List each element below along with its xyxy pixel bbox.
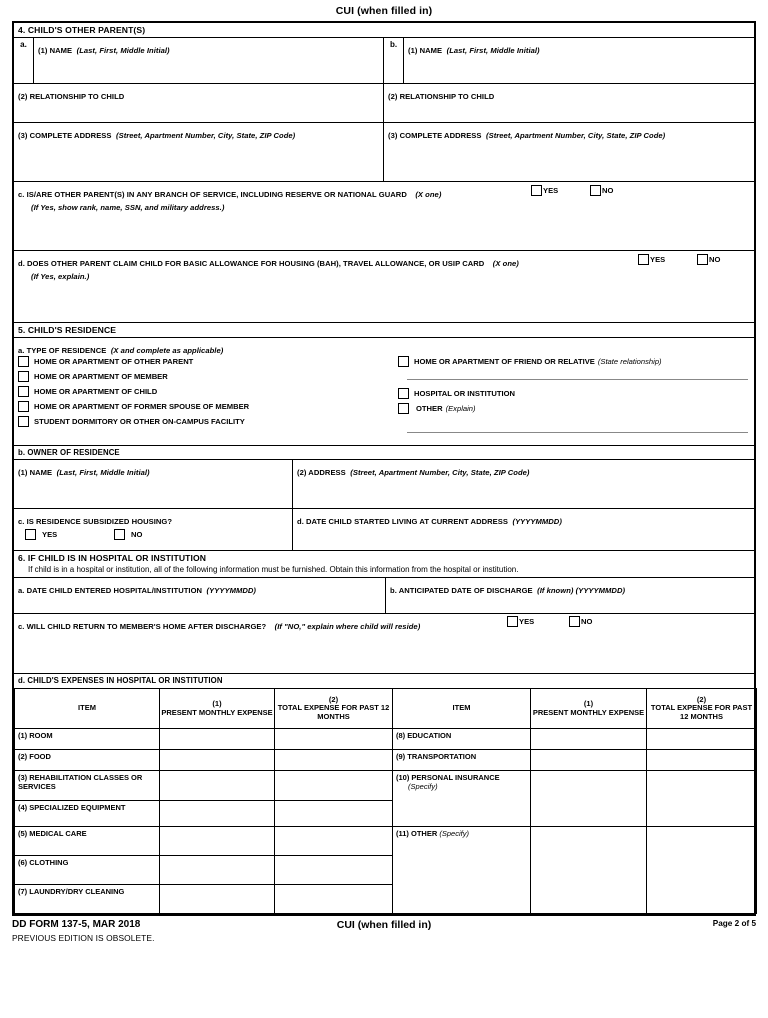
- section-5a-hint: (X and complete as applicable): [110, 346, 224, 355]
- residence-dormitory-checkbox[interactable]: [18, 416, 29, 427]
- parent-b-address-hint: (Street, Apartment Number, City, State, ZIP Code): [486, 131, 666, 140]
- parent-a-name-cell: [14, 38, 384, 83]
- date-entered-hospital-label: a. DATE CHILD ENTERED HOSPITAL/INSTITUTION: [18, 586, 203, 595]
- expense-monthly-input[interactable]: [531, 729, 647, 750]
- residence-child-label: HOME OR APARTMENT OF CHILD: [34, 387, 158, 396]
- form-body: [12, 21, 756, 916]
- expense-item-label: (7) LAUNDRY/DRY CLEANING: [15, 885, 160, 914]
- header-total-left: [275, 689, 393, 729]
- section-6c-hint: (If "NO," explain where child will reside): [274, 622, 421, 631]
- parent-b-name-label: (1) NAME: [408, 46, 443, 55]
- residence-options-right: [398, 356, 748, 433]
- table-row: [15, 827, 757, 856]
- residence-option-friend-relative[interactable]: [398, 356, 748, 367]
- expense-monthly-input[interactable]: [160, 856, 275, 885]
- anticipated-discharge-hint: (If known) (YYYYMMDD): [537, 586, 626, 595]
- expense-total-input[interactable]: [275, 801, 393, 827]
- expense-total-input[interactable]: [647, 729, 757, 750]
- parent-b-name-cell: [384, 38, 754, 83]
- parent-b-address-field[interactable]: [384, 123, 754, 181]
- owner-name-label: (1) NAME: [18, 468, 53, 477]
- section-6c-no-checkbox[interactable]: [569, 616, 580, 627]
- residence-other-parent-checkbox[interactable]: [18, 356, 29, 367]
- parent-b-relationship-label: (2) RELATIONSHIP TO CHILD: [388, 92, 495, 101]
- expense-item-label-text: (10) PERSONAL INSURANCE: [396, 773, 500, 782]
- residence-option-dormitory[interactable]: [18, 416, 388, 427]
- section-4d-yes-option[interactable]: [638, 254, 665, 265]
- expense-total-input[interactable]: [647, 827, 757, 914]
- section-4-relationship-row: [14, 84, 754, 123]
- expense-total-input[interactable]: [275, 885, 393, 914]
- expense-monthly-input[interactable]: [531, 750, 647, 771]
- expense-monthly-input[interactable]: [160, 827, 275, 856]
- date-entered-hospital-hint: (YYYYMMDD): [206, 586, 256, 595]
- section-4d-no-option[interactable]: [697, 254, 720, 265]
- parent-a-name-label: (1) NAME: [38, 46, 73, 55]
- section-4c-xone: (X one): [415, 190, 442, 199]
- residence-friend-relative-hint: (State relationship): [597, 357, 662, 366]
- header-item-right: ITEM: [393, 689, 531, 729]
- table-row: [15, 729, 757, 750]
- header-monthly-left-text: PRESENT MONTHLY EXPENSE: [161, 707, 273, 717]
- residence-other-label: OTHER: [416, 404, 443, 413]
- section-4-address-row: [14, 123, 754, 182]
- expense-monthly-input[interactable]: [531, 827, 647, 914]
- subsidized-no-checkbox[interactable]: [114, 529, 125, 540]
- expense-total-input[interactable]: [647, 771, 757, 827]
- expense-item-label: (3) REHABILITATION CLASSES OR SERVICES: [15, 771, 160, 801]
- section-4c-yes-label: YES: [543, 186, 559, 195]
- header-item-left: ITEM: [15, 689, 160, 729]
- expense-item-label-text: (11) OTHER: [396, 829, 438, 838]
- section-6c-yes-option[interactable]: [507, 616, 534, 627]
- subsidized-no-option[interactable]: [114, 529, 142, 540]
- residence-hospital-checkbox[interactable]: [398, 388, 409, 399]
- expense-item-label: (5) MEDICAL CARE: [15, 827, 160, 856]
- expense-total-input[interactable]: [275, 750, 393, 771]
- header-monthly-left: [160, 689, 275, 729]
- parent-a-address-label: (3) COMPLETE ADDRESS: [18, 131, 112, 140]
- section-4d-yes-label: YES: [650, 255, 666, 264]
- expense-monthly-input[interactable]: [160, 729, 275, 750]
- residence-option-other-parent[interactable]: [18, 356, 388, 367]
- section-4d-no-label: NO: [709, 255, 721, 264]
- section-4d-label: d. DOES OTHER PARENT CLAIM CHILD FOR BASIC ALLOWANCE FOR HOUSING (BAH), TRAVEL ALLOWANCE, OR USIP CARD: [18, 259, 485, 268]
- residence-other-hint: (Explain): [445, 404, 476, 413]
- expense-monthly-input[interactable]: [160, 750, 275, 771]
- expense-monthly-input[interactable]: [160, 771, 275, 801]
- header-total-right-text: TOTAL EXPENSE FOR PAST 12 MONTHS: [650, 703, 753, 721]
- form-footer: [12, 916, 756, 943]
- section-4d-block: [14, 251, 754, 323]
- section-5a-label: a. TYPE OF RESIDENCE: [18, 346, 107, 355]
- residence-write-in-line-2: [407, 432, 748, 433]
- subsidized-yes-checkbox[interactable]: [25, 529, 36, 540]
- owner-name-hint: (Last, First, Middle Initial): [56, 468, 150, 477]
- section-6c-no-label: NO: [581, 617, 593, 626]
- expense-item-label: [393, 771, 531, 827]
- expense-item-label: (6) CLOTHING: [15, 856, 160, 885]
- section-4c-yes-checkbox[interactable]: [531, 185, 542, 196]
- residence-options-left: [18, 356, 388, 427]
- section-5b-title: b. OWNER OF RESIDENCE: [14, 446, 754, 460]
- expense-item-label-hint: (Specify): [439, 829, 469, 838]
- residence-other-parent-label: HOME OR APARTMENT OF OTHER PARENT: [34, 357, 194, 366]
- date-started-living-label: d. DATE CHILD STARTED LIVING AT CURRENT ADDRESS: [297, 517, 509, 526]
- header-total-right-num: (2): [696, 694, 707, 704]
- parent-a-name-field[interactable]: [34, 38, 383, 83]
- section-6ab-row: [14, 578, 754, 614]
- expense-item-label-hint: (Specify): [408, 782, 438, 791]
- expense-item-label: (8) EDUCATION: [393, 729, 531, 750]
- expense-item-label: (9) TRANSPORTATION: [393, 750, 531, 771]
- expenses-table: [14, 688, 757, 914]
- section-6-title: 6. IF CHILD IS IN HOSPITAL OR INSTITUTION: [18, 553, 207, 563]
- parent-a-name-hint: (Last, First, Middle Initial): [76, 46, 170, 55]
- parent-a-address-hint: (Street, Apartment Number, City, State, ZIP Code): [116, 131, 296, 140]
- parent-b-name-field[interactable]: [404, 38, 754, 83]
- residence-friend-relative-label: HOME OR APARTMENT OF FRIEND OR RELATIVE: [414, 357, 595, 366]
- section-4c-no-option[interactable]: [590, 185, 613, 196]
- expense-monthly-input[interactable]: [160, 801, 275, 827]
- residence-former-spouse-checkbox[interactable]: [18, 401, 29, 412]
- date-started-living-hint: (YYYYMMDD): [512, 517, 562, 526]
- section-5cd-row: [14, 509, 754, 551]
- residence-member-checkbox[interactable]: [18, 371, 29, 382]
- residence-option-former-spouse[interactable]: [18, 401, 388, 412]
- residence-hospital-label: HOSPITAL OR INSTITUTION: [414, 389, 515, 398]
- section-4d-xone: (X one): [492, 259, 519, 268]
- section-4c-question: [14, 182, 754, 214]
- subsidized-housing-cell: [14, 509, 293, 550]
- subsidized-no-label: NO: [131, 530, 143, 539]
- expense-monthly-input[interactable]: [531, 771, 647, 827]
- expense-item-label: (2) FOOD: [15, 750, 160, 771]
- form-id-label: DD FORM 137-5, MAR 2018: [12, 919, 141, 930]
- owner-residence-row: [14, 460, 754, 509]
- parent-b-name-hint: (Last, First, Middle Initial): [446, 46, 540, 55]
- section-5-title: 5. CHILD'S RESIDENCE: [14, 323, 754, 338]
- expense-total-input[interactable]: [275, 827, 393, 856]
- residence-former-spouse-label: HOME OR APARTMENT OF FORMER SPOUSE OF MEMBER: [34, 402, 250, 411]
- parent-b-relationship-field[interactable]: [384, 84, 754, 122]
- residence-friend-relative-checkbox[interactable]: [398, 356, 409, 367]
- subsidized-housing-label: c. IS RESIDENCE SUBSIDIZED HOUSING?: [18, 517, 173, 526]
- section-6c-question: [14, 614, 754, 636]
- subsidized-yes-label: YES: [42, 530, 58, 539]
- header-total-left-num: (2): [328, 694, 339, 704]
- cui-header-banner: CUI (when filled in): [335, 5, 433, 17]
- residence-option-member[interactable]: [18, 371, 388, 382]
- parent-a-relationship-label: (2) RELATIONSHIP TO CHILD: [18, 92, 125, 101]
- owner-address-hint: (Street, Apartment Number, City, State, ZIP Code): [350, 468, 530, 477]
- expense-total-input[interactable]: [647, 750, 757, 771]
- section-6c-yes-checkbox[interactable]: [507, 616, 518, 627]
- parent-b-address-label: (3) COMPLETE ADDRESS: [388, 131, 482, 140]
- residence-member-label: HOME OR APARTMENT OF MEMBER: [34, 372, 168, 381]
- header-total-left-text: TOTAL EXPENSE FOR PAST 12 MONTHS: [277, 703, 390, 721]
- anticipated-discharge-field[interactable]: [386, 578, 754, 613]
- residence-child-checkbox[interactable]: [18, 386, 29, 397]
- expense-item-label: [393, 827, 531, 914]
- expense-item-label: (1) ROOM: [15, 729, 160, 750]
- section-4c-yes-option[interactable]: [531, 185, 558, 196]
- section-4c-sub: (If Yes, show rank, name, SSN, and military address.): [31, 203, 225, 212]
- section-6c-yes-label: YES: [519, 617, 535, 626]
- owner-name-field[interactable]: [14, 460, 293, 508]
- subsidized-yes-option[interactable]: [25, 529, 57, 540]
- section-4d-sub: (If Yes, explain.): [31, 272, 90, 281]
- section-6d-title: d. CHILD'S EXPENSES IN HOSPITAL OR INSTITUTION: [18, 676, 223, 685]
- page-number: Page 2 of 5: [712, 919, 756, 928]
- residence-option-hospital[interactable]: [398, 388, 748, 399]
- section-6c-label: c. WILL CHILD RETURN TO MEMBER'S HOME AFTER DISCHARGE?: [18, 622, 267, 631]
- parent-a-relationship-field[interactable]: [14, 84, 384, 122]
- residence-write-in-line-1: [407, 379, 748, 380]
- parent-a-address-field[interactable]: [14, 123, 384, 181]
- owner-address-field[interactable]: [293, 460, 754, 508]
- residence-other-checkbox[interactable]: [398, 403, 409, 414]
- expense-item-label: (4) SPECIALIZED EQUIPMENT: [15, 801, 160, 827]
- section-4c-label: c. IS/ARE OTHER PARENT(S) IN ANY BRANCH OF SERVICE, INCLUDING RESERVE OR NATIONAL GUARD: [18, 190, 407, 199]
- residence-dormitory-label: STUDENT DORMITORY OR OTHER ON-CAMPUS FACILITY: [34, 417, 245, 426]
- date-entered-hospital-field[interactable]: [14, 578, 386, 613]
- expenses-table-header-row: [15, 689, 757, 729]
- header-monthly-right-text: PRESENT MONTHLY EXPENSE: [532, 707, 645, 717]
- section-4-title: 4. CHILD'S OTHER PARENT(S): [14, 23, 754, 38]
- section-4-name-row: [14, 38, 754, 84]
- section-4c-no-label: NO: [602, 186, 614, 195]
- cui-footer-banner: CUI (when filled in): [336, 919, 432, 931]
- header-monthly-left-num: (1): [212, 698, 222, 708]
- parent-b-letter: b.: [384, 38, 404, 83]
- previous-edition-note: PREVIOUS EDITION IS OBSOLETE.: [12, 933, 155, 943]
- section-4d-yes-checkbox[interactable]: [638, 254, 649, 265]
- header-total-right: [647, 689, 757, 729]
- parent-a-letter: a.: [14, 38, 34, 83]
- section-6c-block: [14, 614, 754, 674]
- table-row: [15, 750, 757, 771]
- residence-option-child[interactable]: [18, 386, 388, 397]
- table-row: [15, 771, 757, 801]
- residence-option-other[interactable]: [398, 403, 748, 414]
- expense-monthly-input[interactable]: [160, 885, 275, 914]
- section-6c-no-option[interactable]: [569, 616, 592, 627]
- expense-total-input[interactable]: [275, 856, 393, 885]
- section-6-intro: If child is in a hospital or institution, all of the following information must be furnished. Obtain this information from the hospital or institution.: [14, 565, 754, 578]
- owner-address-label: (2) ADDRESS: [297, 468, 346, 477]
- expense-total-input[interactable]: [275, 729, 393, 750]
- expense-total-input[interactable]: [275, 771, 393, 801]
- section-4c-block: [14, 182, 754, 251]
- date-started-living-field[interactable]: [293, 509, 754, 550]
- section-5a-block: [14, 338, 754, 446]
- header-monthly-right-num: (1): [583, 698, 594, 708]
- section-4d-no-checkbox[interactable]: [697, 254, 708, 265]
- section-4c-no-checkbox[interactable]: [590, 185, 601, 196]
- header-monthly-right: [531, 689, 647, 729]
- anticipated-discharge-label: b. ANTICIPATED DATE OF DISCHARGE: [390, 586, 533, 595]
